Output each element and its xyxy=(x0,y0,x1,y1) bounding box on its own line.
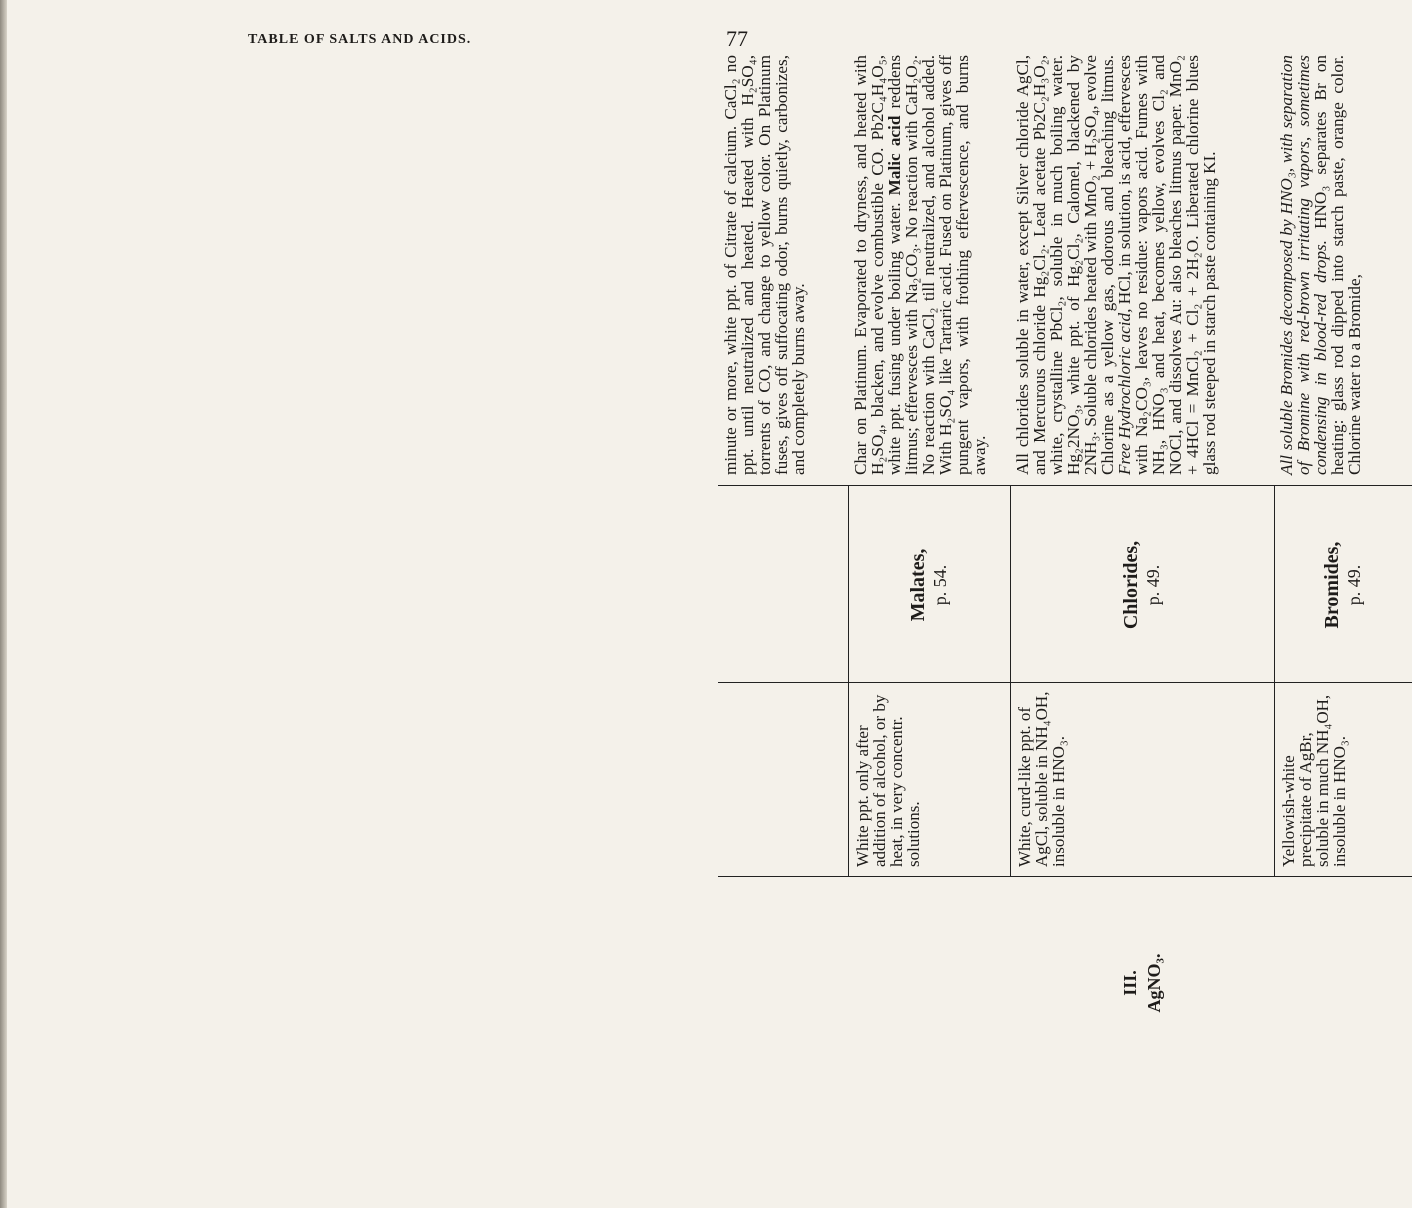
scan-edge xyxy=(0,0,7,1208)
description-text: HNO₃ separates Br on heating: glass rod dipped into starch paste, orange color. Chlorine water to a Bromide, xyxy=(1311,54,1364,475)
column-divider xyxy=(718,876,1412,877)
page-reference: p. 54. xyxy=(930,564,950,606)
description-cell xyxy=(718,51,848,481)
page-reference: p. 49. xyxy=(1143,564,1163,606)
description-text: minute or more, white ppt. of Citrate of calcium. CaCl₂ no ppt. until neutralized and heated. Heated with H₂SO₄, torrents of CO, and change to yellow color. On Platinum fuses, gives off suffocating odor, burns quietly, carbonizes, and completely burns away. xyxy=(721,55,808,475)
page-header xyxy=(248,24,748,58)
reagent-formula: AgNO₃. xyxy=(1144,953,1164,1013)
row-divider xyxy=(1274,486,1275,877)
reagent-cell xyxy=(1010,883,1274,1083)
column-divider xyxy=(718,682,1412,683)
salt-name: Chlorides, xyxy=(1120,540,1142,630)
column-divider xyxy=(718,485,1412,486)
reagent-row xyxy=(1010,43,1274,1103)
table-row xyxy=(848,43,1010,1103)
salt-name: Malates, xyxy=(907,548,929,622)
acid-name: Malic acid xyxy=(885,115,904,196)
description-text: HCl, in solution, is acid, effervesces with Na₂CO₃, leaves no residue: vapors acid. Fumes with NH₃, HNO₃ and heat, becomes yellow, evolves Cl₂ and NOCl, and dissolves Au: also bleaches litmus paper. MnO₂ + 4HCl = MnCl₂ + Cl₂ + 2H₂O. Liberated chlorine blues glass rod steeped in starch paste containing KI. xyxy=(1115,55,1219,475)
salt-name-cell xyxy=(848,490,1010,680)
row-divider xyxy=(848,486,849,877)
precipitate-cell xyxy=(848,683,1010,873)
salt-name: Bromides, xyxy=(1321,541,1343,629)
rotated-table xyxy=(718,43,1412,1103)
precipitate-text: White ppt. only after addition of alcohol, or by heat, in very concentr. solutions. xyxy=(853,694,923,867)
acid-name: Free Hydrochloric acid, xyxy=(1115,308,1134,475)
precipitate-cell xyxy=(1274,683,1412,873)
reagent-number: III. xyxy=(1120,970,1140,996)
row-divider xyxy=(1010,486,1011,877)
description-text: Char on Platinum. Evaporated to dryness, and heated with H₂SO₄, blacken, and evolve combustible CO. Pb2C₄H₄O₅, white ppt. fusing under boiling water. xyxy=(851,55,904,475)
description-text: reddens litmus; effervesces with Na₂CO₃. No reaction with CaH₂O₂. No reaction with CaCl₂ till neutralized, and alcohol added. With H₂SO₄ like Tartaric acid. Fused on Platinum, gives off pungent vapors, with frothing effervescence, and burns away. xyxy=(885,54,989,475)
precipitate-text: White, curd-like ppt. of AgCl, soluble in NH₄OH, insoluble in HNO₃. xyxy=(1015,691,1068,867)
salts-table xyxy=(718,43,1412,1103)
salt-name-cell xyxy=(1274,490,1412,680)
precipitate-text: Yellowish-white precipitate of AgBr, soluble in much NH₄OH, insoluble in HNO₃. xyxy=(1279,694,1349,867)
page-reference: p. 49. xyxy=(1344,564,1364,606)
description-cell xyxy=(848,51,1010,481)
table-row xyxy=(1274,43,1412,1103)
table-row xyxy=(718,43,848,1103)
description-cell xyxy=(1274,51,1412,481)
description-text: All chlorides soluble in water, except Silver chloride AgCl, and Mercurous chloride Hg₂Cl₂. Lead acetate Pb2C₂H₃O₂, white, crystalline PbCl₂, soluble in much boiling water. Hg₂2NO₃, white ppt. of Hg₂Cl₂, Calomel, blackened by 2NH₃. Soluble chlorides heated with MnO₂ + H₂SO₄, evolve Chlorine as a yellow gas, odorous and bleaching litmus. xyxy=(1013,55,1117,475)
description-italic: All soluble Bromides decomposed by HNO₃, with separation of Bromine with red-brown irritating vapors, sometimes condensing in blood-red drops. xyxy=(1277,55,1330,475)
running-title: TABLE OF SALTS AND ACIDS. xyxy=(248,32,472,47)
page-number: 77 xyxy=(726,26,748,51)
